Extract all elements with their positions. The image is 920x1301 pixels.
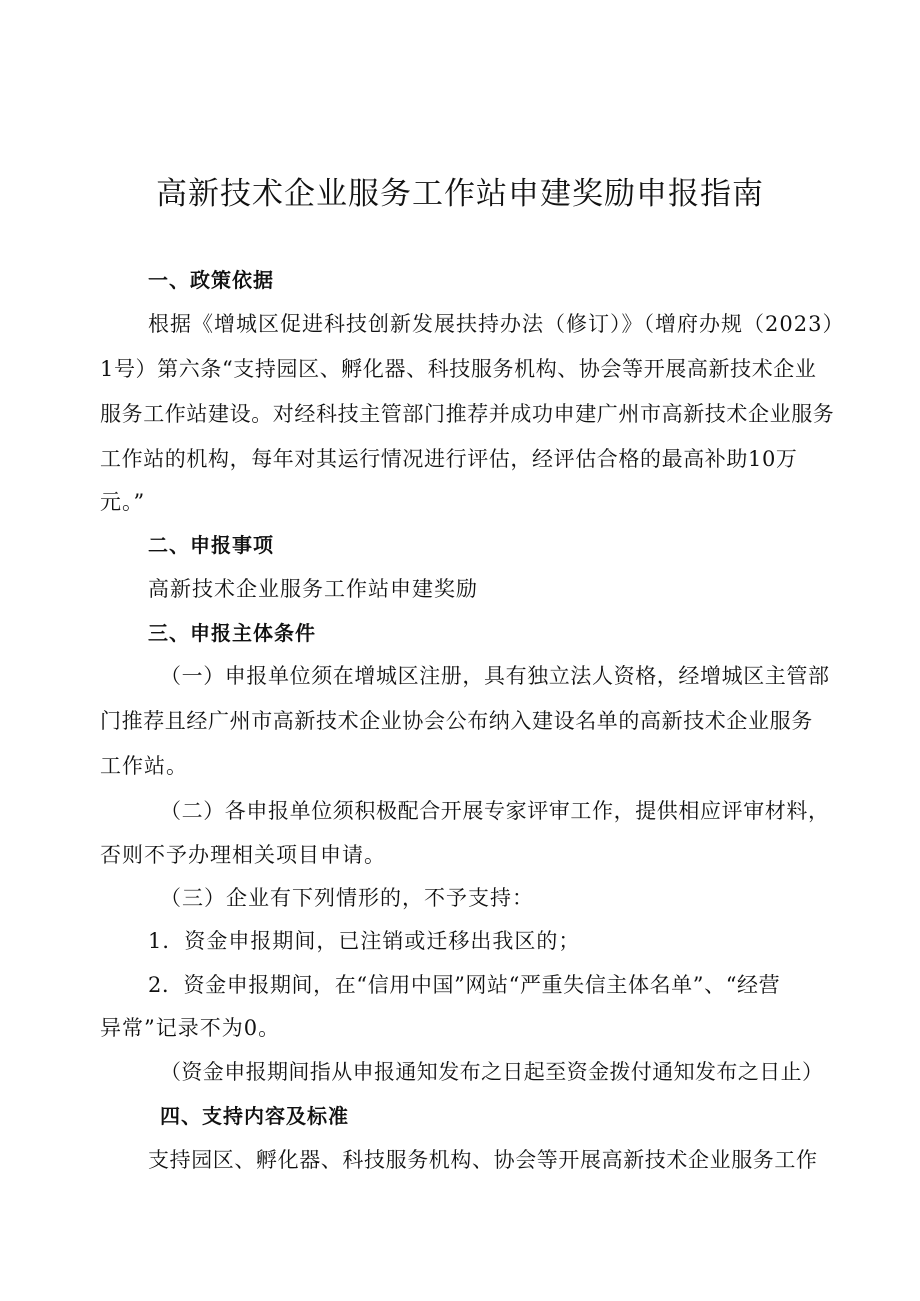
- section-heading-application-item: 二、申报事项: [148, 533, 274, 557]
- paragraph-line: 否则不予办理相关项目申请。: [100, 843, 386, 867]
- paragraph-line: （资金申报期间指从申报通知发布之日起至资金拨付通知发布之日止）: [160, 1060, 824, 1084]
- section-heading-policy-basis: 一、政策依据: [148, 268, 274, 292]
- paragraph-line: 根据《增城区促进科技创新发展扶持办法（修订）》（增府办规（2023）: [148, 312, 845, 336]
- paragraph-line: 异常”记录不为0。: [100, 1016, 281, 1040]
- section-heading-eligibility: 三、申报主体条件: [148, 621, 316, 645]
- paragraph-line: （二）各申报单位须积极配合开展专家评审工作，提供相应评审材料，: [160, 799, 830, 823]
- paragraph-line: 元。”: [100, 490, 146, 514]
- paragraph-line: 支持园区、孵化器、科技服务机构、协会等开展高新技术企业服务工作: [148, 1148, 818, 1172]
- section-heading-support-content: 四、支持内容及标准: [160, 1104, 349, 1128]
- paragraph-line: 服务工作站建设。对经科技主管部门推荐并成功申建广州市高新技术企业服务: [100, 402, 835, 426]
- paragraph-line: 工作站的机构，每年对其运行情况进行评估，经评估合格的最高补助10万: [100, 447, 798, 471]
- paragraph-line: 门推荐且经广州市高新技术企业协会公布纳入建设名单的高新技术企业服务: [100, 709, 813, 733]
- paragraph-line: 1．资金申报期间，已注销或迁移出我区的；: [148, 929, 581, 953]
- paragraph-line: （一）申报单位须在增城区注册，具有独立法人资格，经增城区主管部: [160, 664, 830, 688]
- document-title: 高新技术企业服务工作站申建奖励申报指南: [156, 176, 764, 212]
- paragraph-line: （三）企业有下列情形的，不予支持：: [160, 886, 534, 910]
- paragraph-line: 2．资金申报期间，在“信用中国”网站“严重失信主体名单”、“经营: [148, 973, 781, 997]
- paragraph-line: 1号）第六条“支持园区、孵化器、科技服务机构、协会等开展高新技术企业: [100, 357, 817, 381]
- paragraph-line: 高新技术企业服务工作站申建奖励: [148, 577, 478, 601]
- paragraph-line: 工作站。: [100, 754, 188, 778]
